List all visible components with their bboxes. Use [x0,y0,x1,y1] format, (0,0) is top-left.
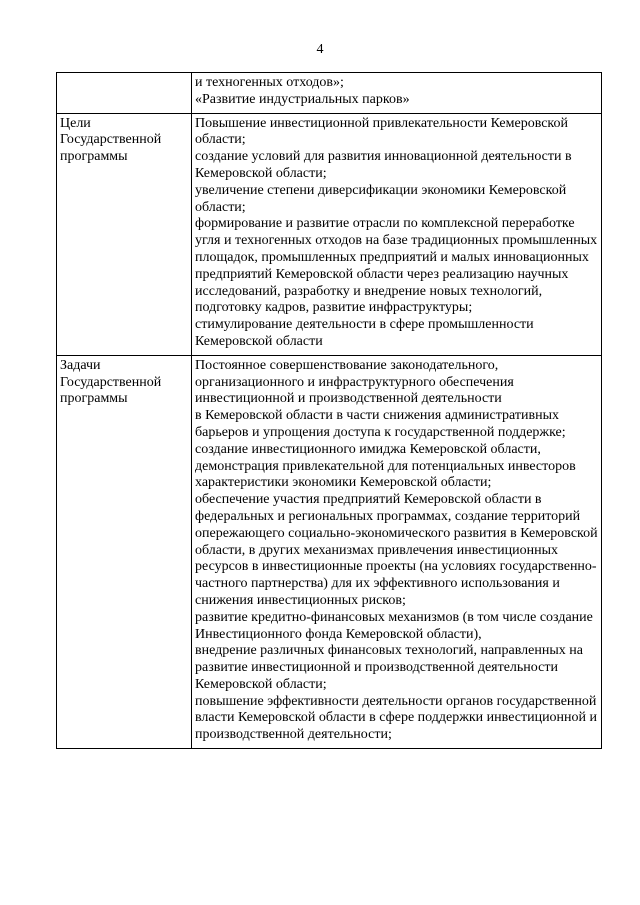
table-row-tasks [57,355,602,748]
program-passport-table [56,72,602,749]
row-content: Постоянное совершенствование законодательного, организационного и инфраструктурного обеспечения инвестиционной и производственной деятельности в Кемеровской области в части снижения административных барьеров и упрощения доступа к государственной поддержке; создание инвестиционного имиджа Кемеровской области, демонстрация привлекательной для потенциальных инвесторов характеристики экономики Кемеровской области; обеспечение участия предприятий Кемеровской области в федеральных и региональных программах, создание территорий опережающего социально-экономического развития в Кемеровской области, в других механизмах привлечения инвестиционных ресурсов в инвестиционные проекты (на условиях государственно-частного партнерства) для их эффективного использования и снижения инвестиционных рисков; развитие кредитно-финансовых механизмов (в том числе создание Инвестиционного фонда Кемеровской области), внедрение различных финансовых технологий, направленных на развитие инвестиционной и производственной деятельности Кемеровской области; повышение эффективности деятельности органов государственной власти Кемеровской области в сфере поддержки инвестиционной и производственной деятельности; [192,355,602,748]
row-content: и техногенных отходов»; «Развитие индустриальных парков» [192,73,602,114]
row-label: Задачи Государственной программы [57,355,192,748]
row-label: Цели Государственной программы [57,113,192,355]
row-label [57,73,192,114]
table-row-goals [57,113,602,355]
row-content: Повышение инвестиционной привлекательности Кемеровской области; создание условий для развития инновационной деятельности в Кемеровской области; увеличение степени диверсификации экономики Кемеровской области; формирование и развитие отрасли по комплексной переработке угля и техногенных отходов на базе традиционных промышленных площадок, промышленных предприятий и малых инновационных предприятий Кемеровской области через реализацию научных исследований, разработку и внедрение новых технологий, подготовку кадров, развитие инфраструктуры; стимулирование деятельности в сфере промышленности Кемеровской области [192,113,602,355]
page-number: 4 [316,42,324,57]
table-row-continuation [57,73,602,114]
